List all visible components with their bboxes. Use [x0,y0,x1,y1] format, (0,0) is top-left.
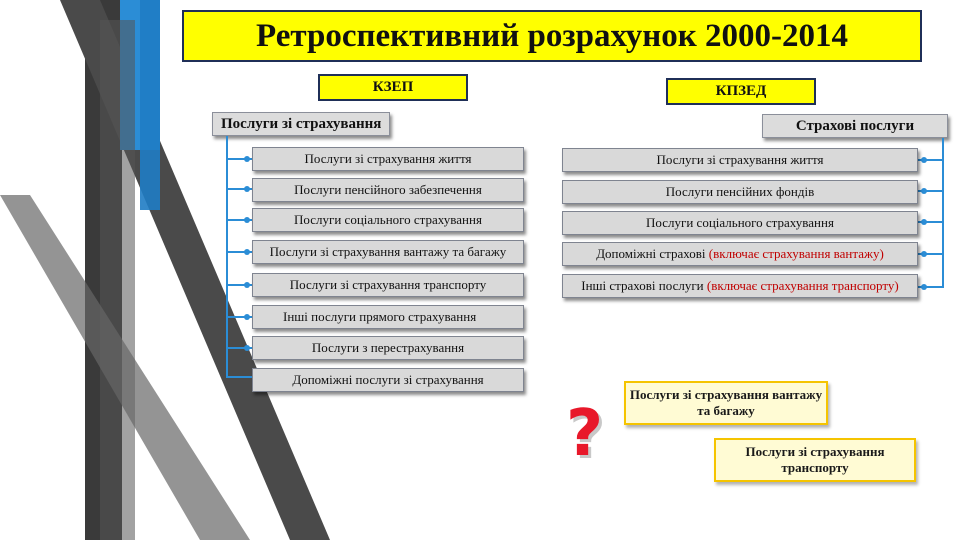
question-mark: ? [566,397,604,471]
unmatched-transport-note: Послуги зі страхування транспорту [714,438,916,482]
connector-dot [921,284,927,290]
right-group-label: Страхові послуги [762,114,948,138]
connector-dot [244,249,250,255]
connector-dot [921,219,927,225]
left-item: Послуги з перестрахування [252,336,524,360]
left-connector-branch [226,376,252,378]
connector-dot [244,156,250,162]
right-item: Послуги зі страхування життя [562,148,918,172]
left-item: Послуги пенсійного забезпечення [252,178,524,202]
right-item-note: (включає страхування транспорту) [706,278,899,293]
connector-dot [244,282,250,288]
page-title: Ретроспективний розрахунок 2000-2014 [182,10,922,62]
connector-dot [921,251,927,257]
left-item: Послуги зі страхування життя [252,147,524,171]
connector-dot [244,345,250,351]
left-item: Послуги зі страхування транспорту [252,273,524,297]
right-item [562,274,918,298]
right-item: Послуги пенсійних фондів [562,180,918,204]
unmatched-cargo-note: Послуги зі страхування вантажу та багажу [624,381,828,425]
right-item-text: Допоміжні страхові [596,246,709,261]
left-item: Допоміжні послуги зі страхування [252,368,524,392]
header-kpzed: КПЗЕД [666,78,816,105]
right-item: Послуги соціального страхування [562,211,918,235]
right-item [562,242,918,266]
right-item-text: Інші страхові послуги [581,278,707,293]
left-connector-line [226,136,228,376]
left-group-label: Послуги зі страхування [212,112,390,136]
header-kzep: КЗЕП [318,74,468,101]
connector-dot [244,217,250,223]
connector-dot [244,314,250,320]
left-item: Послуги соціального страхування [252,208,524,232]
left-item: Послуги зі страхування вантажу та багажу [252,240,524,264]
connector-dot [921,188,927,194]
connector-dot [921,157,927,163]
right-item-note: (включає страхування вантажу) [708,246,884,261]
connector-dot [244,186,250,192]
left-item: Інші послуги прямого страхування [252,305,524,329]
